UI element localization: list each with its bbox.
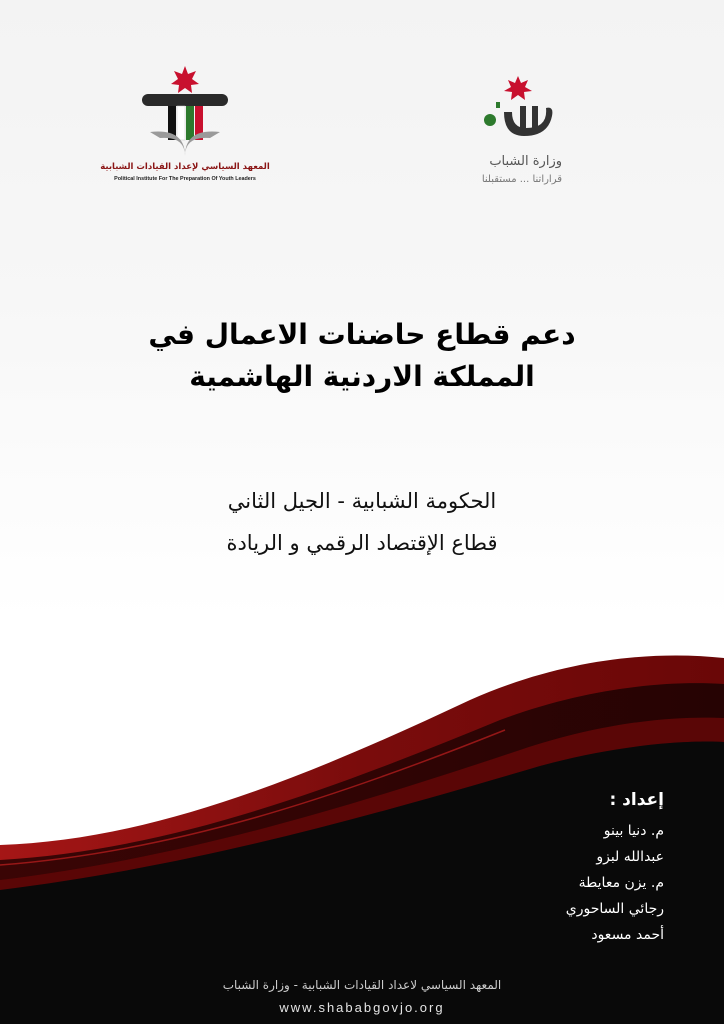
document-title — [100, 314, 624, 398]
document-subtitle — [100, 480, 624, 564]
title-line-1: دعم قطاع حاضنات الاعمال في — [148, 318, 576, 351]
authors-block — [566, 790, 664, 948]
ministry-name: وزارة الشباب — [489, 154, 562, 169]
title-line-2: المملكة الاردنية الهاشمية — [189, 360, 535, 393]
author-name: م. يزن معايطة — [578, 875, 664, 891]
jordan-star-icon — [504, 76, 532, 100]
ministry-youth-emblem-icon — [460, 72, 570, 148]
author-name: م. دنيا بينو — [603, 823, 664, 839]
author-name: أحمد مسعود — [591, 927, 664, 943]
footer-organization: المعهد السياسي لاعداد القيادات الشبابية - وزارة الشباب — [222, 978, 502, 992]
author-name: عبدالله لبزو — [596, 849, 664, 865]
institute-logo — [100, 66, 270, 190]
author-name: رجائي الساحوري — [565, 901, 664, 917]
column-book-emblem-icon — [140, 66, 230, 158]
subtitle-line-1: الحكومة الشبابية - الجيل الثاني — [227, 489, 497, 513]
subtitle-line-2: قطاع الإقتصاد الرقمي و الريادة — [226, 531, 498, 555]
ministry-logo — [460, 72, 570, 192]
institute-name-ar: المعهد السياسي لإعداد القيادات الشبابية — [100, 162, 270, 172]
ministry-tagline: قراراتنا ... مستقبلنا — [481, 174, 562, 185]
jordan-star-icon — [171, 66, 199, 93]
institute-name-en: Political Institute For The Preparation Of Youth Leaders — [114, 176, 256, 182]
authors-heading: إعداد : — [609, 790, 664, 810]
footer-website-link[interactable]: www.shababgovjo.org — [279, 1000, 445, 1015]
